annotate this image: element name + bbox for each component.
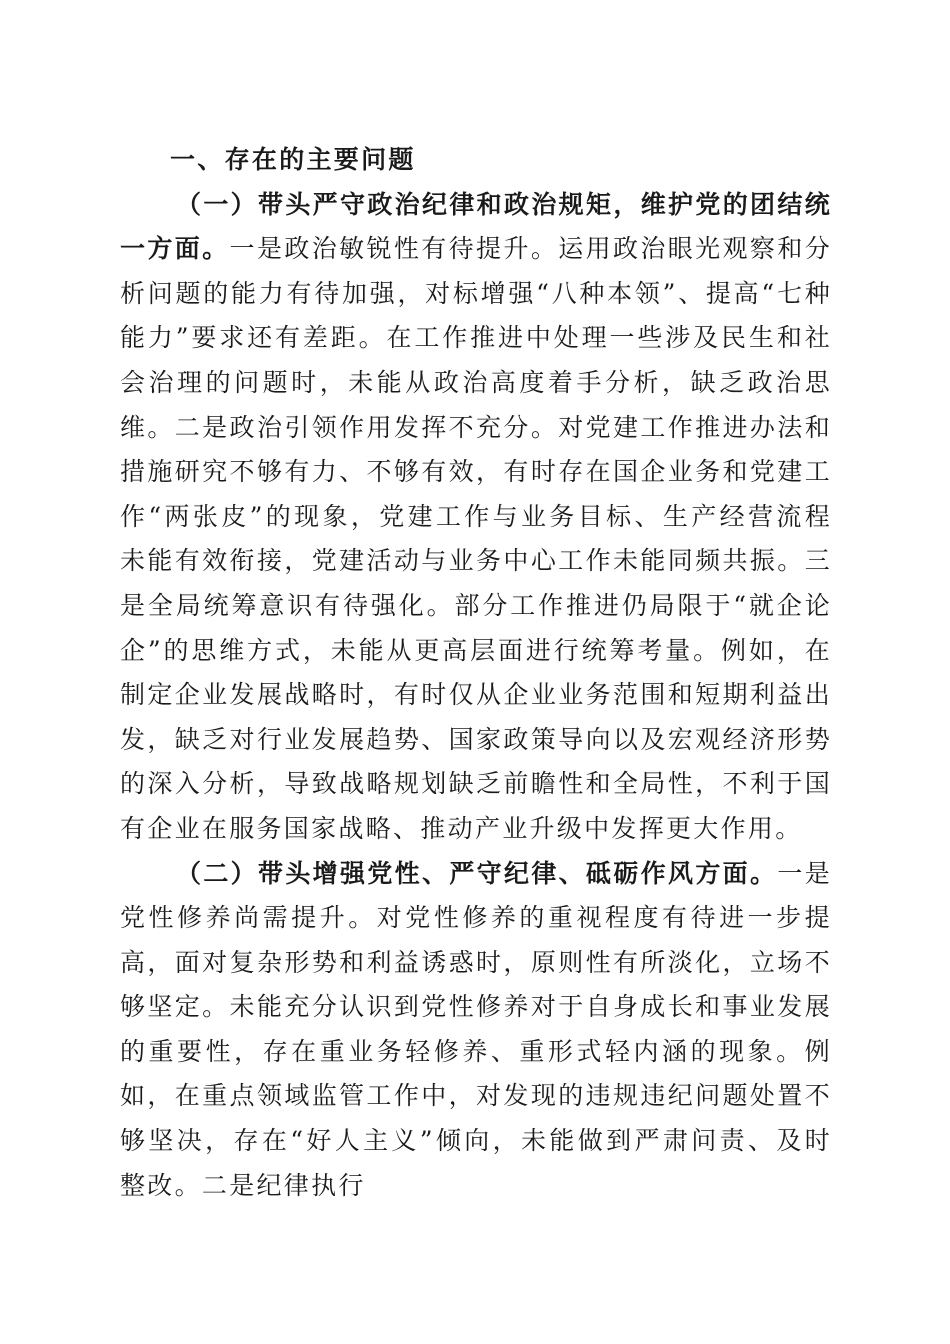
- paragraph-2-body: 一是党性修养尚需提升。对党性修养的重视程度有待进一步提高，面对复杂形势和利益诱惑时，原则性有所淡化，立场不够坚定。未能充分认识到党性修养对于自身成长和事业发展的重要性，存在重业务轻修养、重形式轻内涵的现象。例如，在重点领域监管工作中，对发现的违规违纪问题处置不够坚决，存在“好人主义”倾向，未能做到严肃问责、及时整改。二是纪律执行: [120, 858, 832, 1200]
- document-body: [120, 138, 832, 1208]
- paragraph-1-body: 一是政治敏锐性有待提升。运用政治眼光观察和分析问题的能力有待加强，对标增强“八种本领”、提高“七种能力”要求还有差距。在工作推进中处理一些涉及民生和社会治理的问题时，未能从政治高度着手分析，缺乏政治思维。二是政治引领作用发挥不充分。对党建工作推进办法和措施研究不够有力、不够有效，有时存在国企业务和党建工作“两张皮”的现象，党建工作与业务目标、生产经营流程未能有效衔接，党建活动与业务中心工作未能同频共振。三是全局统筹意识有待强化。部分工作推进仍局限于“就企论企”的思维方式，未能从更高层面进行统筹考量。例如，在制定企业发展战略时，有时仅从企业业务范围和短期利益出发，缺乏对行业发展趋势、国家政策导向以及宏观经济形势的深入分析，导致战略规划缺乏前瞻性和全局性，不利于国有企业在服务国家战略、推动产业升级中发挥更大作用。: [120, 234, 833, 843]
- paragraph-1: [120, 183, 832, 852]
- paragraph-2-lead: （二）带头增强党性、严守纪律、砥砺作风方面。: [176, 858, 778, 888]
- section-heading: 一、存在的主要问题: [170, 145, 416, 174]
- paragraph-1-lead: （一）带头严守政治纪律和政治规矩，维护党的团结统一方面。: [120, 189, 832, 264]
- paragraph-2: [120, 852, 832, 1209]
